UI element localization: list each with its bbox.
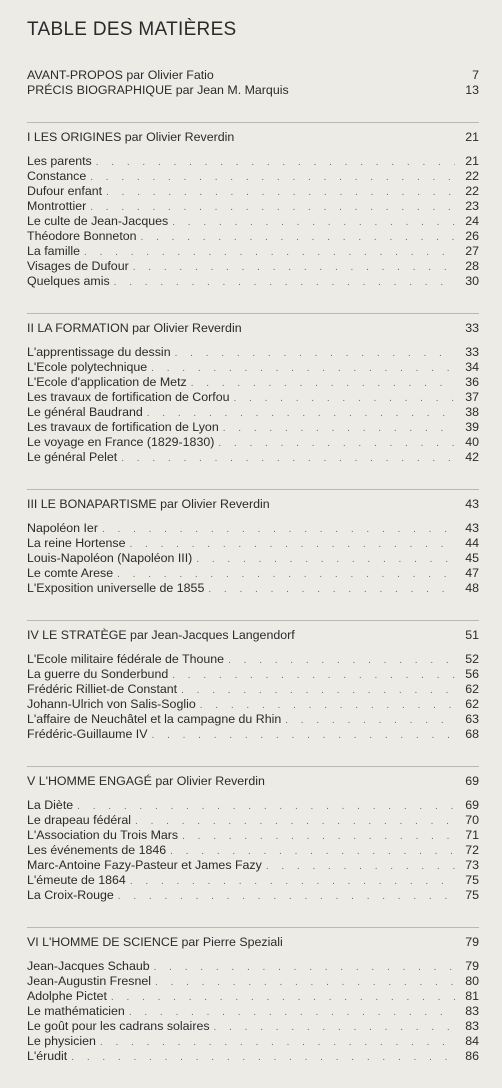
dot-leader xyxy=(151,361,455,376)
section-spacer xyxy=(27,789,479,798)
page-title: TABLE DES MATIÈRES xyxy=(27,19,237,40)
toc-entry xyxy=(27,974,479,989)
toc-entry xyxy=(27,828,479,843)
front-matter-entry-label: AVANT-PROPOS par Olivier Fatio xyxy=(27,68,214,82)
toc-entry xyxy=(27,888,479,903)
toc-entry-label: La guerre du Sonderbund xyxy=(27,667,169,681)
dot-leader xyxy=(106,185,455,200)
toc-entry-label: L'Ecole d'application de Metz xyxy=(27,375,187,389)
toc-entry-page-number: 43 xyxy=(465,521,479,535)
section-spacer xyxy=(27,98,479,122)
toc-entry-label: Frédéric-Guillaume IV xyxy=(27,727,148,741)
toc-entry xyxy=(27,551,479,566)
toc-entry-label: Louis-Napoléon (Napoléon III) xyxy=(27,551,193,565)
section-spacer xyxy=(27,289,479,313)
toc-entry-label: Les travaux de fortification de Lyon xyxy=(27,420,219,434)
toc-entry-page-number: 48 xyxy=(465,581,479,595)
section-heading xyxy=(27,774,479,789)
toc-entry-page-number: 47 xyxy=(465,566,479,580)
toc-entry-label: Constance xyxy=(27,169,87,183)
dot-leader xyxy=(130,537,456,552)
section-heading-label: III LE BONAPARTISME par Olivier Reverdin xyxy=(27,497,270,511)
toc-entry-label: Jean-Augustin Fresnel xyxy=(27,974,151,988)
section-heading xyxy=(27,935,479,950)
toc-entry-page-number: 83 xyxy=(465,1004,479,1018)
section-heading-page-number: 21 xyxy=(465,130,479,144)
front-matter-entry-label: PRÉCIS BIOGRAPHIQUE par Jean M. Marquis xyxy=(27,83,289,97)
toc-entry xyxy=(27,1019,479,1034)
dot-leader xyxy=(196,552,455,567)
section-spacer xyxy=(27,314,479,321)
section-heading-label: I LES ORIGINES par Olivier Reverdin xyxy=(27,130,235,144)
toc-entry-page-number: 28 xyxy=(465,259,479,273)
toc-entry-label: La reine Hortense xyxy=(27,536,126,550)
toc-entry-label: Napoléon Ier xyxy=(27,521,98,535)
toc-entry-page-number: 36 xyxy=(465,375,479,389)
toc-entry xyxy=(27,682,479,697)
toc-entry-label: Le mathématicien xyxy=(27,1004,125,1018)
section-heading-page-number: 43 xyxy=(465,497,479,511)
dot-leader xyxy=(129,1005,455,1020)
toc-entry-label: Le drapeau fédéral xyxy=(27,813,132,827)
dot-leader xyxy=(228,653,455,668)
toc-entry-page-number: 70 xyxy=(465,813,479,827)
toc-entry-label: Le général Baudrand xyxy=(27,405,143,419)
toc-entry xyxy=(27,712,479,727)
section-heading xyxy=(27,130,479,145)
toc-entry-page-number: 79 xyxy=(465,959,479,973)
toc-entry-label: Théodore Bonneton xyxy=(27,229,137,243)
dot-leader xyxy=(90,200,455,215)
toc-entry-label: Montrottier xyxy=(27,199,87,213)
toc-entry xyxy=(27,169,479,184)
dot-leader xyxy=(172,668,455,683)
section-spacer xyxy=(27,490,479,497)
section-spacer xyxy=(27,465,479,489)
toc-entry-page-number: 62 xyxy=(465,682,479,696)
toc-entry-page-number: 23 xyxy=(465,199,479,213)
toc-entry-page-number: 83 xyxy=(465,1019,479,1033)
toc-entry xyxy=(27,154,479,169)
toc-entry-label: L'émeute de 1864 xyxy=(27,873,126,887)
toc-entry-label: L'apprentissage du dessin xyxy=(27,345,171,359)
toc-entry-page-number: 81 xyxy=(465,989,479,1003)
front-matter-entry-page-number: 7 xyxy=(472,68,479,82)
section-spacer xyxy=(27,336,479,345)
dot-leader xyxy=(100,1035,455,1050)
toc-entry-page-number: 30 xyxy=(465,274,479,288)
toc-entry-page-number: 33 xyxy=(465,345,479,359)
dot-leader xyxy=(182,829,455,844)
toc-entry xyxy=(27,1034,479,1049)
toc-entry-page-number: 71 xyxy=(465,828,479,842)
toc-entry xyxy=(27,420,479,435)
toc-entry-label: L'Association du Trois Mars xyxy=(27,828,179,842)
toc-entry xyxy=(27,405,479,420)
toc-entry-page-number: 34 xyxy=(465,360,479,374)
toc-entry-label: Johann-Ulrich von Salis-Soglio xyxy=(27,697,196,711)
dot-leader xyxy=(214,1020,455,1035)
dot-leader xyxy=(117,567,455,582)
dot-leader xyxy=(111,990,455,1005)
section-spacer xyxy=(27,596,479,620)
dot-leader xyxy=(114,275,455,290)
toc-entry xyxy=(27,259,479,274)
toc-entry-page-number: 40 xyxy=(465,435,479,449)
toc-entry-label: La famille xyxy=(27,244,81,258)
toc-entry-label: La Croix-Rouge xyxy=(27,888,114,902)
dot-leader xyxy=(155,975,455,990)
toc-entry-label: L'Ecole polytechnique xyxy=(27,360,148,374)
toc-entry-page-number: 38 xyxy=(465,405,479,419)
dot-leader xyxy=(234,391,456,406)
section-spacer xyxy=(27,1064,479,1088)
toc-entry-label: Le physicien xyxy=(27,1034,96,1048)
toc-entry xyxy=(27,375,479,390)
toc-entry-label: Le voyage en France (1829-1830) xyxy=(27,435,215,449)
toc-entry-page-number: 75 xyxy=(465,873,479,887)
dot-leader xyxy=(191,376,455,391)
toc-entry-label: Dufour enfant xyxy=(27,184,103,198)
toc-entry-label: Frédéric Rilliet-de Constant xyxy=(27,682,178,696)
section-spacer xyxy=(27,903,479,927)
toc-entry xyxy=(27,566,479,581)
toc-entry-label: L'Exposition universelle de 1855 xyxy=(27,581,205,595)
dot-leader xyxy=(90,170,455,185)
section-spacer xyxy=(27,928,479,935)
dot-leader xyxy=(181,683,455,698)
dot-leader xyxy=(71,1050,455,1065)
toc-entry xyxy=(27,798,479,813)
toc-entry xyxy=(27,858,479,873)
dot-leader xyxy=(208,582,455,597)
section-spacer xyxy=(27,643,479,652)
toc-entry-page-number: 21 xyxy=(465,154,479,168)
toc-entry xyxy=(27,536,479,551)
section-heading-page-number: 69 xyxy=(465,774,479,788)
section-heading-label: II LA FORMATION par Olivier Reverdin xyxy=(27,321,242,335)
toc-entry-page-number: 62 xyxy=(465,697,479,711)
dot-leader xyxy=(266,859,455,874)
section-spacer xyxy=(27,767,479,774)
section-heading-page-number: 79 xyxy=(465,935,479,949)
section-spacer xyxy=(27,512,479,521)
toc-entry-label: Les événements de 1846 xyxy=(27,843,167,857)
toc-entry-label: Le culte de Jean-Jacques xyxy=(27,214,169,228)
toc-entry-page-number: 37 xyxy=(465,390,479,404)
toc-entry xyxy=(27,184,479,199)
toc-entry-page-number: 68 xyxy=(465,727,479,741)
dot-leader xyxy=(102,522,455,537)
toc-entry-label: Le comte Arese xyxy=(27,566,114,580)
dot-leader xyxy=(118,889,455,904)
dot-leader xyxy=(133,260,455,275)
toc-entry-label: Adolphe Pictet xyxy=(27,989,107,1003)
toc-entry-label: Les parents xyxy=(27,154,92,168)
section-heading-label: VI L'HOMME DE SCIENCE par Pierre Speziali xyxy=(27,935,283,949)
toc-entry-label: L'Ecole militaire fédérale de Thoune xyxy=(27,652,225,666)
section-heading-page-number: 51 xyxy=(465,628,479,642)
toc-entry xyxy=(27,390,479,405)
front-matter-entry xyxy=(27,83,479,98)
toc-entry xyxy=(27,667,479,682)
toc-entry-page-number: 44 xyxy=(465,536,479,550)
toc-entry xyxy=(27,813,479,828)
toc-entry xyxy=(27,1049,479,1064)
dot-leader xyxy=(175,346,455,361)
toc-entry xyxy=(27,360,479,375)
toc-entry xyxy=(27,652,479,667)
dot-leader xyxy=(200,698,455,713)
section-spacer xyxy=(27,950,479,959)
dot-leader xyxy=(84,245,455,260)
toc-entry-page-number: 73 xyxy=(465,858,479,872)
toc-entry xyxy=(27,274,479,289)
toc-entry-label: L'affaire de Neuchâtel et la campagne du Rhin xyxy=(27,712,282,726)
section-heading-label: IV LE STRATÈGE par Jean-Jacques Langendorf xyxy=(27,628,295,642)
toc-entry xyxy=(27,989,479,1004)
front-matter-entry xyxy=(27,68,479,83)
toc-entry xyxy=(27,521,479,536)
toc-entry-page-number: 39 xyxy=(465,420,479,434)
toc-entry-label: Quelques amis xyxy=(27,274,110,288)
toc-entry-page-number: 45 xyxy=(465,551,479,565)
toc-entry-page-number: 22 xyxy=(465,169,479,183)
toc-entry-page-number: 80 xyxy=(465,974,479,988)
toc-entry-page-number: 52 xyxy=(465,652,479,666)
toc-entry-label: Jean-Jacques Schaub xyxy=(27,959,150,973)
toc-entry xyxy=(27,697,479,712)
dot-leader xyxy=(154,960,455,975)
toc-entry-page-number: 27 xyxy=(465,244,479,258)
dot-leader xyxy=(170,844,455,859)
section-heading-page-number: 33 xyxy=(465,321,479,335)
toc-entry xyxy=(27,873,479,888)
section-heading xyxy=(27,497,479,512)
toc-entry-page-number: 42 xyxy=(465,450,479,464)
toc-entry-page-number: 69 xyxy=(465,798,479,812)
toc-entry xyxy=(27,450,479,465)
section-heading-label: V L'HOMME ENGAGÉ par Olivier Reverdin xyxy=(27,774,265,788)
section-spacer xyxy=(27,621,479,628)
dot-leader xyxy=(218,436,455,451)
toc-entry xyxy=(27,959,479,974)
toc-entry-label: Le général Pelet xyxy=(27,450,118,464)
section-heading xyxy=(27,321,479,336)
dot-leader xyxy=(152,728,455,743)
dot-leader xyxy=(130,874,455,889)
toc-entry xyxy=(27,727,479,742)
toc-entry-page-number: 26 xyxy=(465,229,479,243)
toc-entry xyxy=(27,345,479,360)
dot-leader xyxy=(77,799,455,814)
toc-entry xyxy=(27,214,479,229)
dot-leader xyxy=(141,230,455,245)
toc-entry xyxy=(27,244,479,259)
toc-entry-label: Marc-Antoine Fazy-Pasteur et James Fazy xyxy=(27,858,262,872)
dot-leader xyxy=(147,406,455,421)
toc-entry-page-number: 56 xyxy=(465,667,479,681)
toc-entry xyxy=(27,843,479,858)
toc-entry-page-number: 24 xyxy=(465,214,479,228)
toc-entry xyxy=(27,1004,479,1019)
toc-entry-page-number: 75 xyxy=(465,888,479,902)
dot-leader xyxy=(172,215,455,230)
toc-entry xyxy=(27,435,479,450)
toc-entry-page-number: 72 xyxy=(465,843,479,857)
toc-entry-page-number: 86 xyxy=(465,1049,479,1063)
toc-entry-label: La Diète xyxy=(27,798,74,812)
toc-entry-page-number: 22 xyxy=(465,184,479,198)
front-matter-entry-page-number: 13 xyxy=(465,83,479,97)
section-heading xyxy=(27,628,479,643)
toc-entry-page-number: 63 xyxy=(465,712,479,726)
section-spacer xyxy=(27,145,479,154)
dot-leader xyxy=(121,451,455,466)
section-spacer xyxy=(27,742,479,766)
toc-entry-label: Le goût pour les cadrans solaires xyxy=(27,1019,210,1033)
dot-leader xyxy=(135,814,455,829)
toc-entry-label: L'érudit xyxy=(27,1049,68,1063)
toc-entry xyxy=(27,229,479,244)
section-spacer xyxy=(27,123,479,130)
toc-entry xyxy=(27,581,479,596)
toc-entry-label: Les travaux de fortification de Corfou xyxy=(27,390,230,404)
dot-leader xyxy=(96,155,455,170)
toc-entry-page-number: 84 xyxy=(465,1034,479,1048)
dot-leader xyxy=(285,713,455,728)
table-of-contents xyxy=(27,68,479,1088)
dot-leader xyxy=(223,421,455,436)
toc-entry-label: Visages de Dufour xyxy=(27,259,129,273)
toc-entry xyxy=(27,199,479,214)
